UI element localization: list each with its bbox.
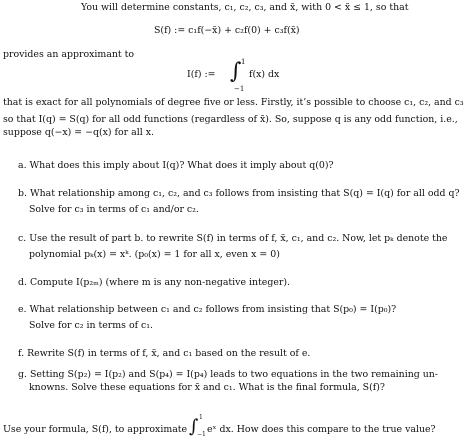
item-e-line-2: Solve for c₂ in terms of c₁. [29,320,154,331]
formula-S: S(f) := c₁f(−x̃) + c₂f(0) + c₃f(x̃) [154,25,300,36]
intro-line-5: suppose q(−x) = −q(x) for all x. [3,127,154,138]
item-d: d. Compute I(p₂ₘ) (where m is any non-negative integer). [18,277,291,288]
formula-I-lhs: I(f) := [187,69,216,80]
item-g-line-1: g. Setting S(p₂) = I(p₂) and S(p₄) = I(p₄) leads to two equations in the two remaining un- [18,369,438,380]
intro-line-4: so that I(q) = S(q) for all odd functions (regardless of x̃). So, suppose q is any odd function, i.e., [3,114,458,125]
integral-upper-limit: 1 [241,58,246,66]
item-f: f. Rewrite S(f) in terms of f, x̃, and c₁ based on the result of e. [18,348,311,359]
closing-integral-upper: 1 [199,414,203,421]
intro-line-2: provides an approximant to [3,49,135,60]
integral-lower-limit: −1 [234,85,245,93]
item-g-line-2: knowns. Solve these equations for x̃ and c₁. What is the final formula, S(f)? [29,382,385,393]
formula-I-rhs: f(x) dx [249,69,280,80]
item-c-line-2: polynomial pₖ(x) = xᵏ. (p₀(x) = 1 for all x, even x = 0) [29,249,280,260]
closing-after: eˣ dx. How does this compare to the true value? [207,424,436,435]
integral-sign: ∫ [230,59,242,84]
intro-line-3: that is exact for all polynomials of degree five or less. Firstly, it’s possible to choose c₁, c₂, and c₃ [3,97,464,108]
item-b-line-1: b. What relationship among c₁, c₂, and c₃ follows from insisting that S(q) = I(q) for all odd q? [18,188,460,199]
closing-before: Use your formula, S(f), to approximate [3,424,188,435]
item-c-line-1: c. Use the result of part b. to rewrite S(f) in terms of f, x̃, c₁, and c₂. Now, let pₖ denote the [18,233,448,244]
closing-integral-sign: ∫ [189,416,199,437]
item-a: a. What does this imply about I(q)? What does it imply about q(0)? [18,160,334,171]
item-b-line-2: Solve for c₃ in terms of c₁ and/or c₂. [29,204,199,215]
intro-line-1: You will determine constants, c₁, c₂, c₃, and x̃, with 0 < x̃ ≤ 1, so that [81,2,409,13]
closing-integral-lower: −1 [197,431,206,438]
item-e-line-1: e. What relationship between c₁ and c₂ follows from insisting that S(p₀) = I(p₀)? [18,304,397,315]
